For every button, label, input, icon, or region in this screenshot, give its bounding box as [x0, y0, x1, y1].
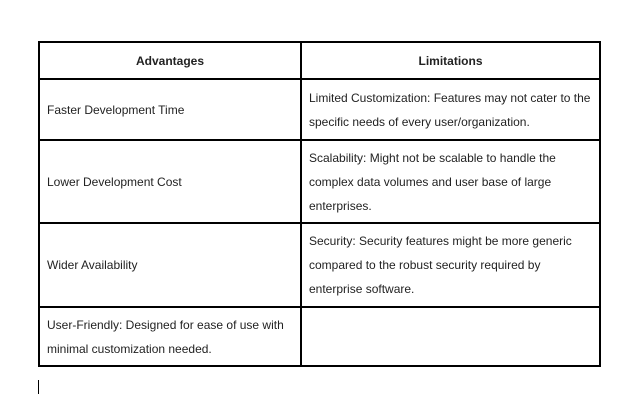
- table-cell-empty[interactable]: [301, 307, 600, 366]
- table-cell[interactable]: Lower Development Cost: [39, 140, 301, 223]
- table-cell[interactable]: User-Friendly: Designed for ease of use with minimal customization needed.: [39, 307, 301, 366]
- table-row: [39, 79, 600, 140]
- table-row: [39, 140, 600, 223]
- text-cursor: [38, 380, 39, 394]
- table-cell[interactable]: Scalability: Might not be scalable to handle the complex data volumes and user base of large enterprises.: [301, 140, 600, 223]
- comparison-table: [38, 41, 601, 367]
- header-limitations[interactable]: Limitations: [301, 42, 600, 79]
- table-cell[interactable]: Faster Development Time: [39, 79, 301, 140]
- table-cell[interactable]: Limited Customization: Features may not cater to the specific needs of every user/organization.: [301, 79, 600, 140]
- table-cell[interactable]: Wider Availability: [39, 223, 301, 307]
- table-cell[interactable]: Security: Security features might be more generic compared to the robust security required by enterprise software.: [301, 223, 600, 307]
- header-row: [39, 42, 600, 79]
- header-advantages[interactable]: Advantages: [39, 42, 301, 79]
- table-row: [39, 307, 600, 366]
- table-row: [39, 223, 600, 307]
